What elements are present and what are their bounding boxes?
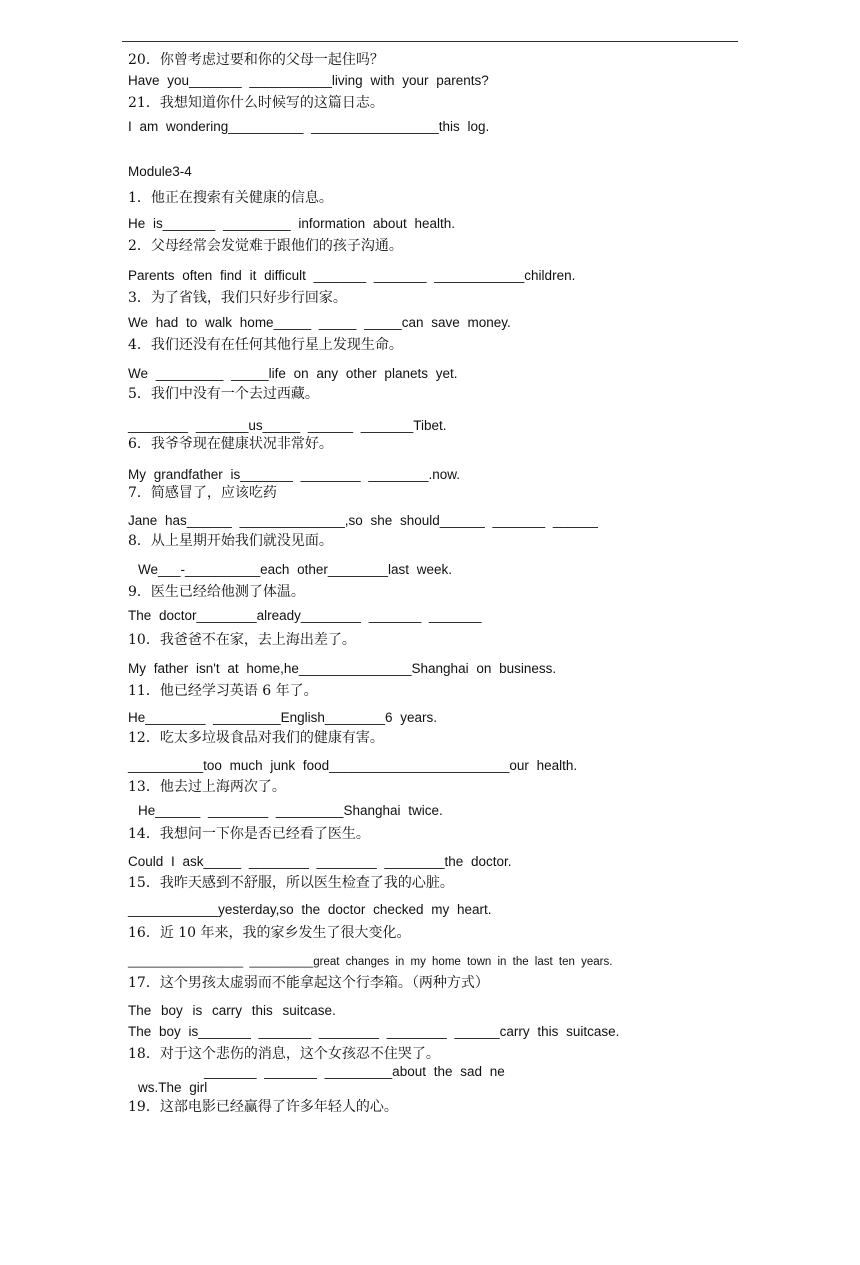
q11-english: He________ _________English________6 years. bbox=[128, 710, 438, 725]
q15-english: ____________yesterday,so the doctor checked my heart. bbox=[128, 902, 492, 917]
q6-chinese: 6．我爷爷现在健康状况非常好。 bbox=[128, 436, 333, 452]
q20-english: Have you_______ ___________living with your parents? bbox=[128, 73, 489, 88]
q3-chinese: 3．为了省钱，我们只好步行回家。 bbox=[128, 290, 347, 306]
header-rule bbox=[122, 41, 738, 42]
q14-chinese: 14．我想问一下你是否已经看了医生。 bbox=[128, 826, 370, 842]
q13-english: He______ ________ _________Shanghai twice. bbox=[138, 803, 443, 818]
q13-chinese: 13．他去过上海两次了。 bbox=[128, 779, 286, 795]
q12-chinese: 12．吃太多垃圾食品对我们的健康有害。 bbox=[128, 730, 384, 746]
q5-english: ________ _______us_____ ______ _______Tibet. bbox=[128, 418, 447, 433]
q19-chinese: 19．这部电影已经赢得了许多年轻人的心。 bbox=[128, 1099, 398, 1115]
q18-english-line1: _______ _______ _________about the sad ne bbox=[204, 1064, 505, 1079]
q8-chinese: 8．从上星期开始我们就没见面。 bbox=[128, 533, 333, 549]
q20-chinese: 20．你曾考虑过要和你的父母一起住吗？ bbox=[128, 52, 384, 68]
q18-chinese: 18．对于这个悲伤的消息，这个女孩忍不住哭了。 bbox=[128, 1046, 440, 1062]
q21-chinese: 21．我想知道你什么时候写的这篇日志。 bbox=[128, 95, 384, 111]
q9-english: The doctor________already________ _______ _______ bbox=[128, 608, 482, 623]
q17-english-line1: The boy is carry this suitcase. bbox=[128, 1003, 336, 1018]
q17-english-line2: The boy is_______ _______ ________ ________ ______carry this suitcase. bbox=[128, 1024, 620, 1039]
q7-chinese: 7．简感冒了，应该吃药 bbox=[128, 485, 277, 501]
q16-english: __________________ __________great changes in my home town in the last ten years. bbox=[128, 956, 613, 968]
q18-english-line2: ws.The girl bbox=[138, 1080, 208, 1095]
q10-chinese: 10．我爸爸不在家，去上海出差了。 bbox=[128, 632, 356, 648]
q1-chinese: 1．他正在搜索有关健康的信息。 bbox=[128, 190, 333, 206]
q21-english: I am wondering__________ _________________this log. bbox=[128, 119, 490, 134]
module-heading: Module3-4 bbox=[128, 164, 192, 179]
q2-chinese: 2．父母经常会发觉难于跟他们的孩子沟通。 bbox=[128, 238, 403, 254]
q5-chinese: 5．我们中没有一个去过西藏。 bbox=[128, 386, 319, 402]
q4-english: We _________ _____life on any other planets yet. bbox=[128, 366, 458, 381]
q16-chinese: 16．近 10 年来，我的家乡发生了很大变化。 bbox=[128, 925, 411, 941]
q15-chinese: 15．我昨天感到不舒服，所以医生检查了我的心脏。 bbox=[128, 875, 454, 891]
q8-english: We___-__________each other________last week. bbox=[138, 562, 452, 577]
q1-english: He is_______ _________ information about health. bbox=[128, 216, 455, 231]
q9-chinese: 9．医生已经给他测了体温。 bbox=[128, 584, 305, 600]
q17-chinese: 17．这个男孩太虚弱而不能拿起这个行李箱。（两种方式） bbox=[128, 975, 489, 991]
q7-english: Jane has______ ______________,so she should______ _______ ______ bbox=[128, 513, 598, 528]
q6-english: My grandfather is_______ ________ ________.now. bbox=[128, 467, 461, 482]
q14-english: Could I ask_____ ________ ________ ________the doctor. bbox=[128, 854, 512, 869]
q12-english: __________too much junk food________________________our health. bbox=[128, 758, 578, 773]
q3-english: We had to walk home_____ _____ _____can save money. bbox=[128, 315, 511, 330]
q4-chinese: 4．我们还没有在任何其他行星上发现生命。 bbox=[128, 337, 403, 353]
q11-chinese: 11．他已经学习英语 6 年了。 bbox=[128, 683, 318, 699]
q10-english: My father isn't at home,he_______________Shanghai on business. bbox=[128, 661, 557, 676]
q2-english: Parents often find it difficult _______ _______ ____________children. bbox=[128, 268, 576, 283]
